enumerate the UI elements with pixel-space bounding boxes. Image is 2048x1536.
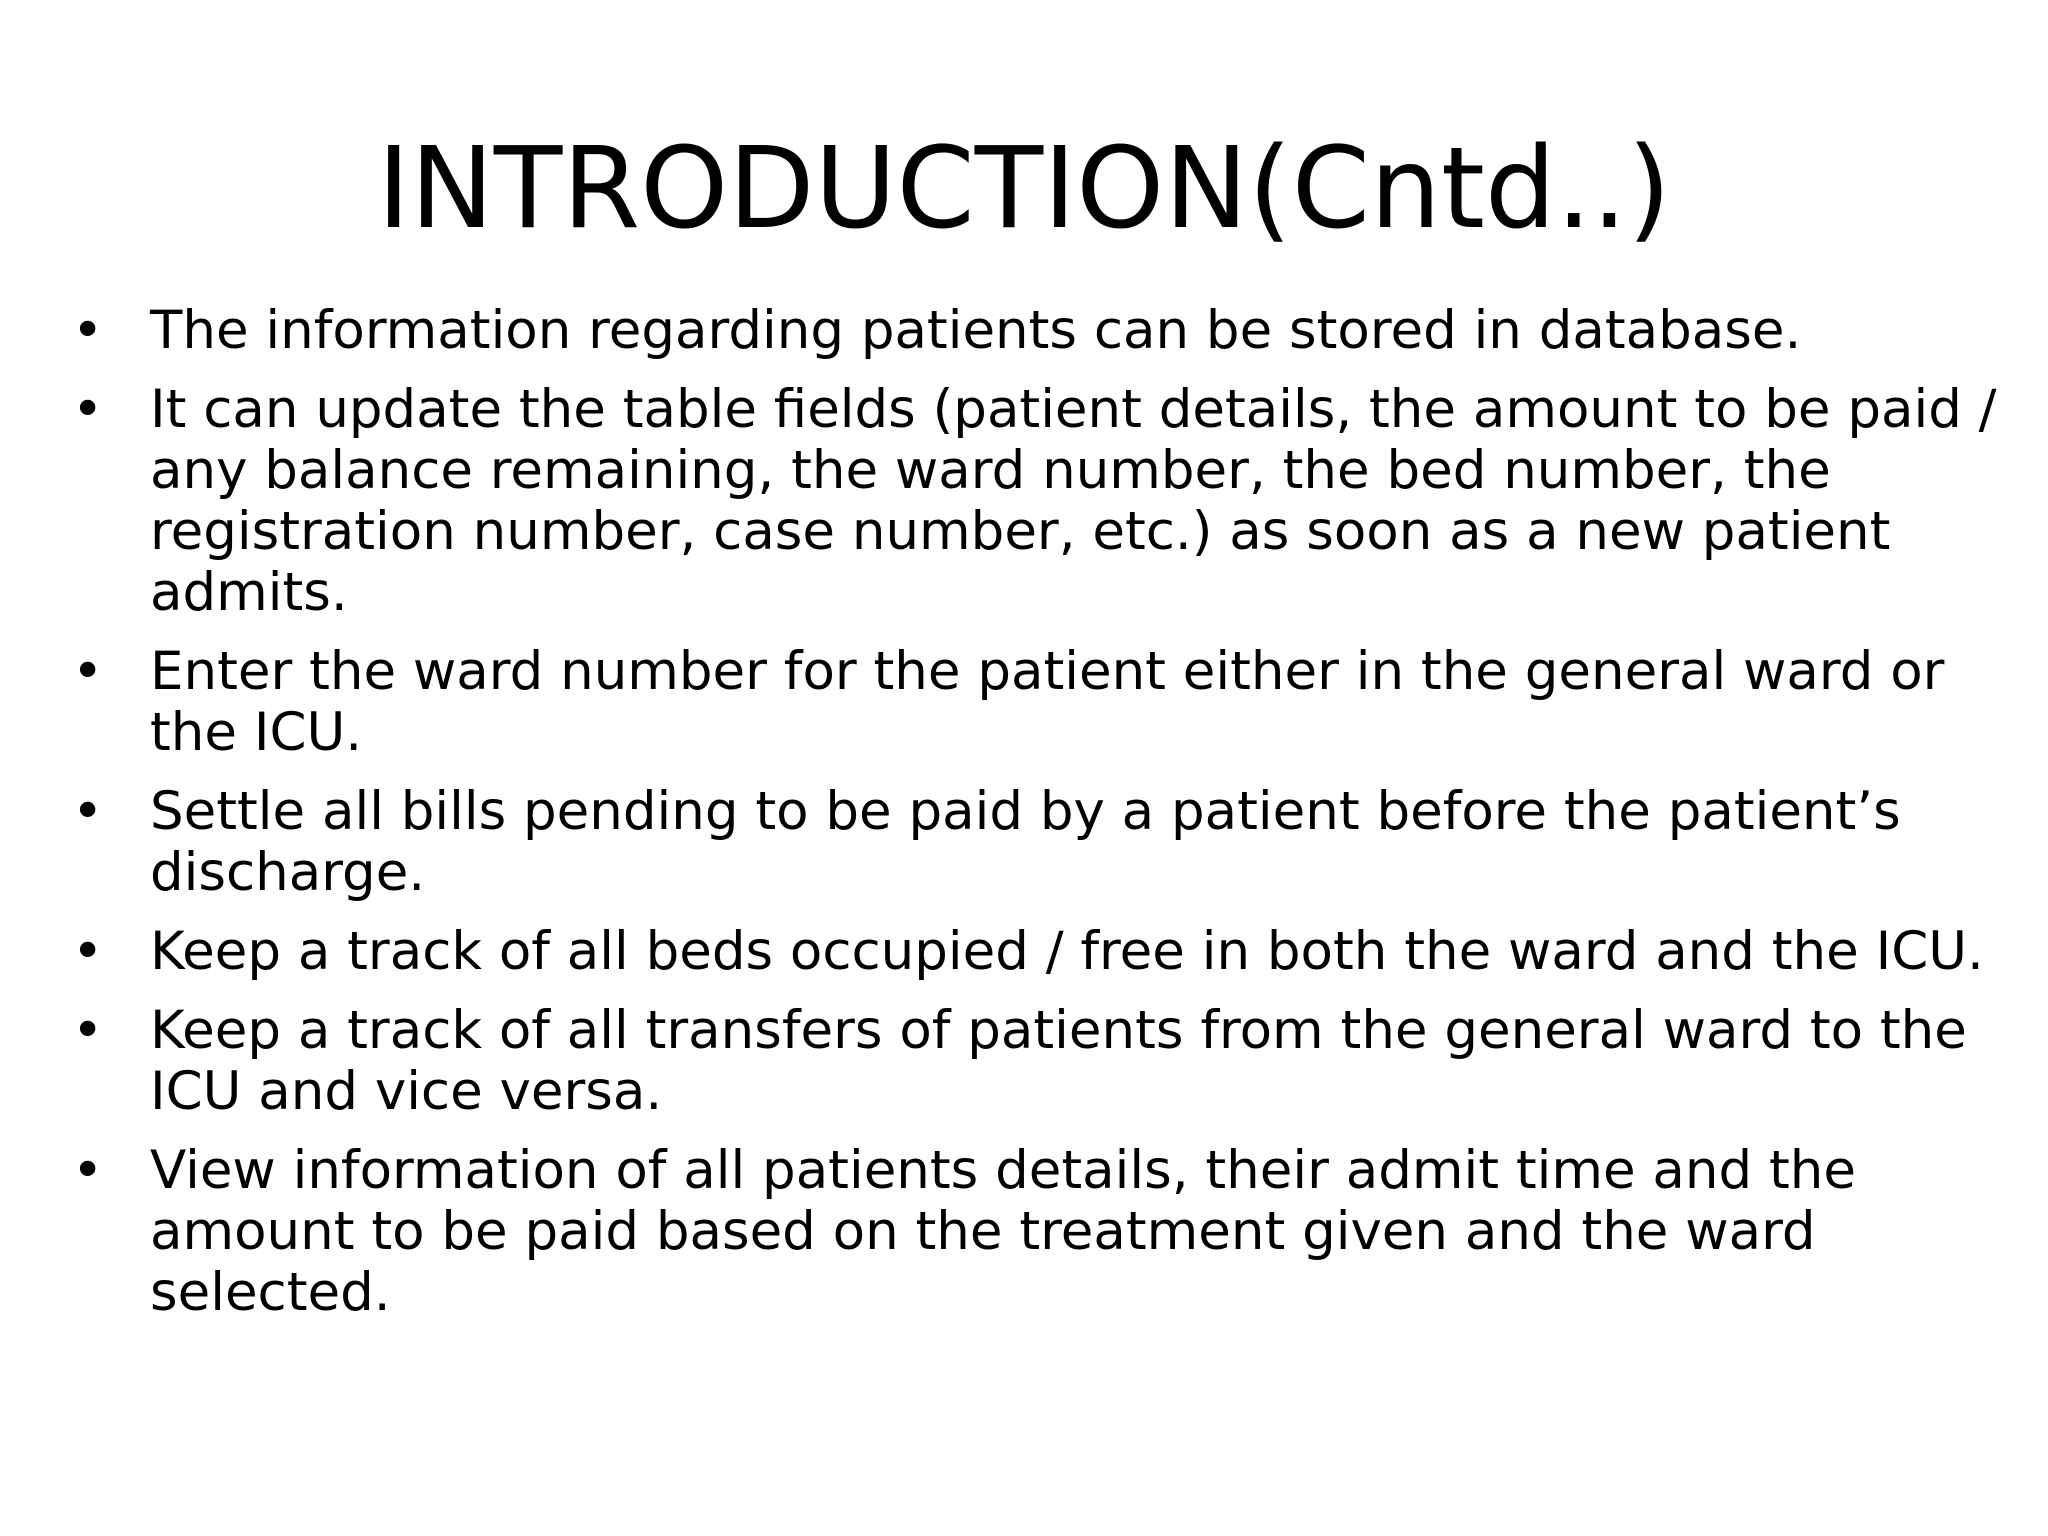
bullet-marker: •	[72, 921, 104, 982]
bullet-marker: •	[72, 781, 104, 842]
bullet-marker: •	[72, 1140, 104, 1201]
bullet-marker: •	[72, 379, 104, 440]
bullet-item	[70, 300, 2010, 361]
bullet-item	[70, 781, 2010, 903]
bullet-text: It can update the table fields (patient details, the amount to be paid / any balance remaining, the ward number, the bed number, the registration number, case number, etc.) as soon as a new patient admits.	[150, 379, 1997, 623]
bullet-item	[70, 921, 2010, 982]
bullet-item	[70, 1000, 2010, 1122]
bullet-marker: •	[72, 1000, 104, 1061]
bullet-item	[70, 379, 2010, 623]
bullet-marker: •	[72, 641, 104, 702]
bullet-text: The information regarding patients can be stored in database.	[150, 300, 1802, 361]
bullet-item	[70, 641, 2010, 763]
slide-title: INTRODUCTION(Cntd..)	[377, 124, 1671, 254]
bullet-text: Keep a track of all transfers of patients from the general ward to the ICU and vice versa.	[150, 1000, 1967, 1122]
bullet-text: Keep a track of all beds occupied / free in both the ward and the ICU.	[150, 921, 1984, 982]
bullet-text: Settle all bills pending to be paid by a patient before the patient’s discharge.	[150, 781, 1901, 903]
bullet-text: Enter the ward number for the patient either in the general ward or the ICU.	[150, 641, 1945, 763]
bullet-list	[70, 300, 2010, 1341]
bullet-text: View information of all patients details, their admit time and the amount to be paid based on the treatment given and the ward selected.	[150, 1140, 1856, 1323]
bullet-marker: •	[72, 300, 104, 361]
bullet-item	[70, 1140, 2010, 1323]
